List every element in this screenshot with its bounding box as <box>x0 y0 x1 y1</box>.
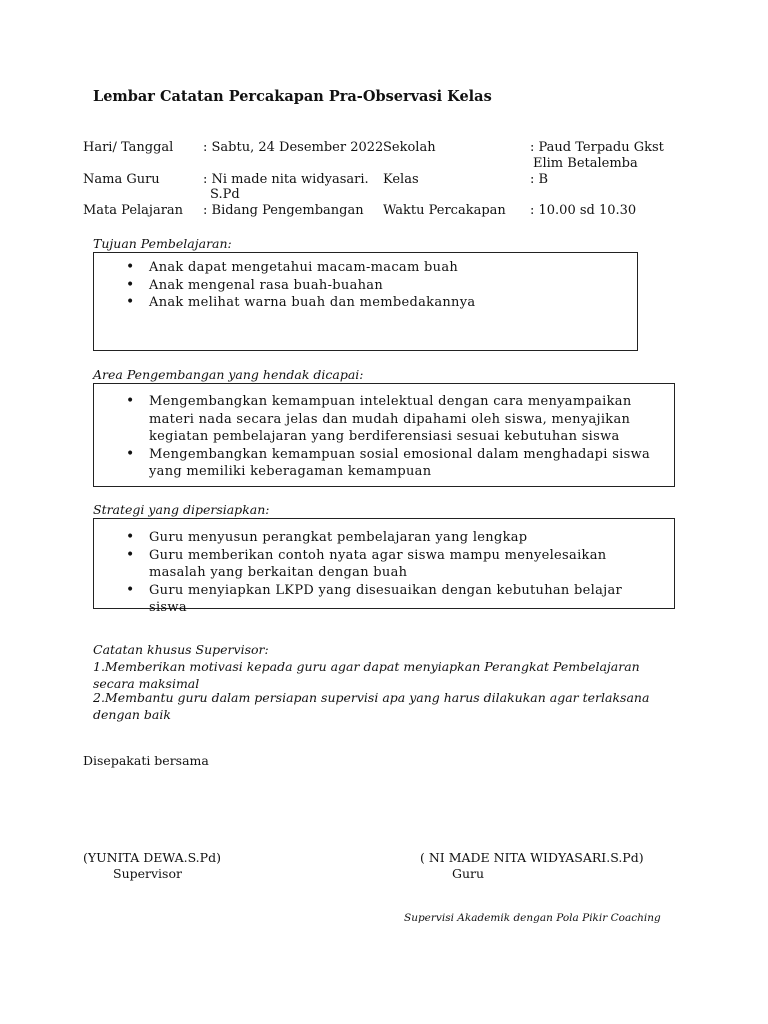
mapel-value: : Bidang Pengembangan <box>203 203 364 218</box>
mapel-label: Mata Pelajaran <box>83 203 184 218</box>
area-item: • Mengembangkan kemampuan intelektual dengan cara menyampaikan materi nada secara jelas dan mudah dipahami oleh siswa, menyajikan kegiatan pembelajaran yang berdiferensiasi sesuai kebutuhan siswa <box>94 393 656 446</box>
catatan-label: Catatan khusus Supervisor: <box>93 642 269 657</box>
area-list <box>94 393 656 481</box>
guru-value: : Ni made nita widyasari. <box>203 172 369 187</box>
supervisor-role: Supervisor <box>113 866 182 881</box>
footer-note: Supervisi Akademik dengan Pola Pikir Coaching <box>404 912 661 924</box>
kelas-value: : B <box>530 172 549 187</box>
area-item: • Mengembangkan kemampuan sosial emosional dalam menghadapi siswa yang memiliki keberagaman kemampuan <box>94 446 656 481</box>
strategi-item: • Guru menyiapkan LKPD yang disesuaikan dengan kebutuhan belajar siswa <box>94 582 656 617</box>
area-label: Area Pengembangan yang hendak dicapai: <box>93 367 364 382</box>
sekolah-value: : Paud Terpadu Gkst <box>530 140 664 155</box>
tujuan-item: • Anak mengenal rasa buah-buahan <box>94 277 637 295</box>
strategi-list <box>94 529 656 617</box>
area-box <box>93 383 675 487</box>
guru-role: Guru <box>452 866 485 881</box>
supervisor-name: (YUNITA DEWA.S.Pd) <box>83 850 221 865</box>
guru-value-line2: S.Pd <box>210 187 240 202</box>
catatan-item-2: 2.Membantu guru dalam persiapan supervisi apa yang harus dilakukan agar terlaksana dengan baik <box>93 690 650 722</box>
catatan-item-1: 1.Memberikan motivasi kepada guru agar dapat menyiapkan Perangkat Pembelajaran secara maksimal <box>93 659 640 691</box>
strategi-item: • Guru memberikan contoh nyata agar siswa mampu menyelesaikan masalah yang berkaitan dengan buah <box>94 547 656 582</box>
tujuan-list <box>94 259 637 312</box>
hari-label: Hari/ Tanggal <box>83 140 174 155</box>
strategi-label: Strategi yang dipersiapkan: <box>93 502 270 517</box>
sekolah-label: Sekolah <box>383 140 436 155</box>
strategi-item: • Guru menyusun perangkat pembelajaran yang lengkap <box>94 529 656 547</box>
tujuan-label: Tujuan Pembelajaran: <box>93 236 232 251</box>
tujuan-box <box>93 252 638 351</box>
tujuan-item: • Anak melihat warna buah dan membedakannya <box>94 294 637 312</box>
strategi-box <box>93 518 675 615</box>
sekolah-value-line2: Elim Betalemba <box>533 156 638 171</box>
tujuan-item: • Anak dapat mengetahui macam-macam buah <box>94 259 637 277</box>
waktu-value: : 10.00 sd 10.30 <box>530 203 637 218</box>
document-title: Lembar Catatan Percakapan Pra-Observasi Kelas <box>93 88 492 105</box>
hari-value: : Sabtu, 24 Desember 2022 <box>203 140 384 155</box>
guru-label: Nama Guru <box>83 172 160 187</box>
kelas-label: Kelas <box>383 172 419 187</box>
guru-name: ( NI MADE NITA WIDYASARI.S.Pd) <box>420 850 644 865</box>
agreement-text: Disepakati bersama <box>83 753 209 768</box>
waktu-label: Waktu Percakapan <box>383 203 506 218</box>
